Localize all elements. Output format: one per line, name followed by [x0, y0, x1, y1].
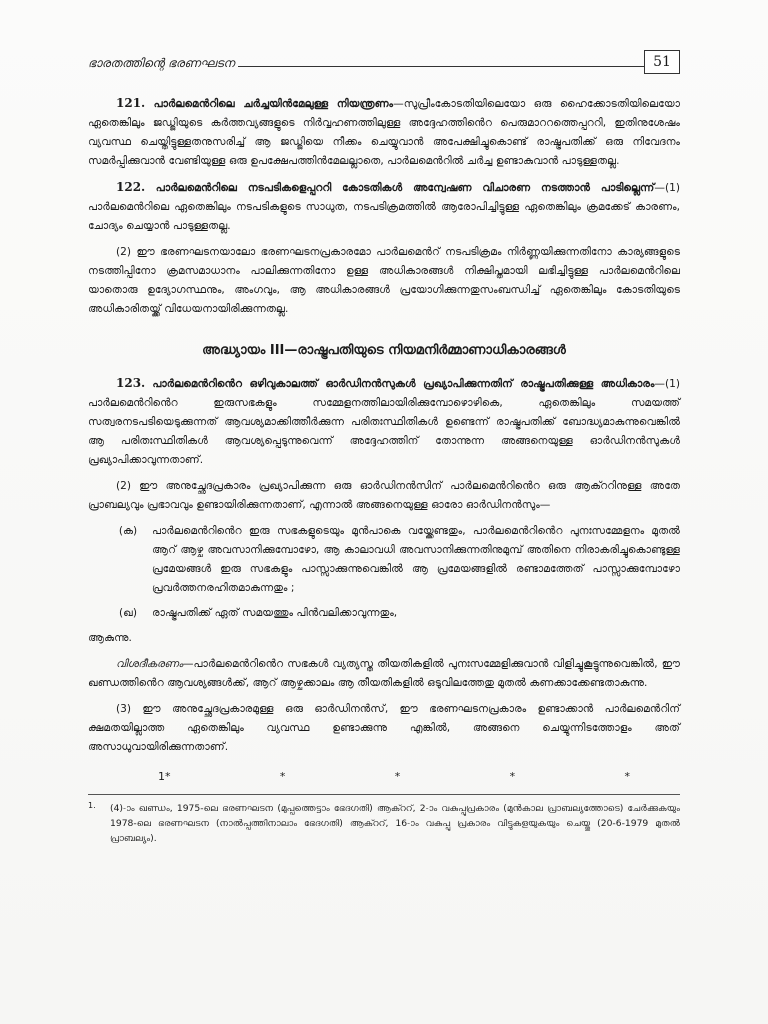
section-heading: പാർലമെൻറിൻെറ ഒഴിവുകാലത്ത് ഓർഡിനൻസുകൾ പ്രഖ്യാപിക്കുന്നതിന് രാഷ്ട്രപതിക്കുള്ള അധികാരം: [152, 378, 655, 390]
section-body: —(1) പാർലമെൻറിലെ ഏതെങ്കിലും നടപടികളുടെ സാധുത, നടപടിക്രമത്തിൽ ആരോപിച്ചിട്ടുള്ള ഏതെങ്കിലും ക്രമക്കേട് കാരണം, ചോദ്യം ചെയ്യാൻ പാടുള്ളതല്ല.: [88, 182, 680, 232]
star-marker: *: [394, 770, 401, 783]
footnote-text: (4)-ാം ഖണ്ഡം, 1975-ലെ ഭരണഘടന (മുപ്പത്തെട്ടാം ഭേദഗതി) ആക്ററ്, 2-ാം വകുപ്പുപ്രകാരം (മുൻകാല പ്രാബല്യത്തോടെ) ചേർക്കുകയും 1978-ലെ ഭരണഘടന (നാൽപ്പത്തിനാലാം ഭേദഗതി) ആക്ററ്, 16-ാം വകുപ്പു പ്രകാരം വിട്ടുകളയുകയും ചെയ്തു (20-6-1979 മുതൽ പ്രാബല്യം).: [110, 803, 680, 844]
footnote-mark: 1.: [88, 801, 96, 810]
section-number: 123.: [116, 376, 146, 390]
section-122-clause-2: (2) ഈ ഭരണഘടനയാലോ ഭരണഘടനപ്രകാരമോ പാർലമെൻറ് നടപടിക്രമം നിർണ്ണയിക്കുന്നതിനോ കാര്യങ്ങളുടെ നടത്തിപ്പിനോ ക്രമസമാധാനം പാലിക്കുന്നതിനോ ഉള്ള അധികാരങ്ങൾ നിക്ഷിപ്തമായി ലഭിച്ചിട്ടുള്ള പാർലമെൻറിലെ യാതൊരു ഉദ്യോഗസ്ഥനും, അംഗവും, ആ അധികാരങ്ങൾ പ്രയോഗിക്കുന്നതുസംബന്ധിച്ച് ഏതെങ്കിലും കോടതിയുടെ അധികാരിതയ്ക്ക് വിധേയനായിരിക്കുന്നതല്ല.: [88, 246, 680, 315]
page-header: [88, 50, 680, 78]
sub-clause-text: രാഷ്ട്രപതിക്ക് ഏത് സമയത്തും പിൻവലിക്കാവുന്നതും,: [152, 607, 398, 619]
section-123: [88, 374, 680, 470]
section-body: —(1) പാർലമെൻറിൻെറ ഇരുസഭകളും സമ്മേളനത്തിലായിരിക്കുമ്പോഴൊഴികെ, ഏതെങ്കിലും സമയത്ത് സത്വരനടപടിയെടുക്കുന്നത് ആവശ്യമാക്കിത്തീർക്കുന്ന പരിതഃസ്ഥിതികൾ ഉണ്ടെന്ന് രാഷ്ട്രപതിക്ക് ബോദ്ധ്യമാകുന്നുവെങ്കിൽ ആ പരിതഃസ്ഥിതികൾ ആവശ്യപ്പെടുന്നുവെന്ന് അദ്ദേഹത്തിന് തോന്നുന്ന അങ്ങനെയുള്ള ഓർഡിനൻസുകൾ പ്രഖ്യാപിക്കാവുന്നതാണ്.: [88, 378, 680, 466]
section-body: —സുപ്രീംകോടതിയിലെയോ ഒരു ഹൈക്കോടതിയിലെയോ ഏതെങ്കിലും ജഡ്ജിയുടെ കർത്തവ്യങ്ങളുടെ നിർവ്വഹണത്തിലുള്ള അദ്ദേഹത്തിൻെറ പെരുമാററത്തെപ്പററി, ഇതിനുശേഷം വ്യവസ്ഥ ചെയ്തിട്ടുള്ളതനുസരിച്ച് ആ ജഡ്ജിയെ നീക്കം ചെയ്യുവാൻ അപേക്ഷിച്ചുകൊണ്ട് രാഷ്ട്രപതിക്ക് ഒരു നിവേദനം സമർപ്പിക്കുവാൻ വേണ്ടിയുള്ള ഒരു ഉപക്ഷേപത്തിൻമേലല്ലാതെ, പാർലമെൻറിൽ ചർച്ച ഉണ്ടാകുവാൻ പാടുള്ളതല്ല.: [88, 98, 681, 167]
sub-clause-label: (ക): [118, 525, 138, 537]
header-rule: [238, 66, 644, 67]
sub-clause-label: (ഖ): [119, 607, 137, 619]
section-121: [88, 94, 680, 171]
section-heading: പാർലമെൻറിലെ ചർച്ചയിൻമേലുള്ള നിയന്ത്രണം: [153, 98, 394, 110]
star-marker: *: [509, 770, 516, 783]
footnote: [88, 801, 680, 846]
explanation-label: വിശദീകരണം: [116, 658, 183, 670]
chapter-title: അദ്ധ്യായം III—രാഷ്ട്രപതിയുടെ നിയമനിർമ്മാണാധികാരങ്ങൾ: [202, 343, 566, 358]
section-123-clause-3: (3) ഈ അനുച്ഛേദപ്രകാരമുള്ള ഒരു ഓർഡിനൻസ്, ഈ ഭരണഘടനപ്രകാരം ഉണ്ടാക്കാൻ പാർലമെൻറിന് ക്ഷമതയില്ലാത്ത ഏതെങ്കിലും വ്യവസ്ഥ ഉണ്ടാക്കുന്നു എങ്കിൽ, അങ്ങനെ ചെയ്യുന്നിടത്തോളം അത് അസാധുവായിരിക്കുന്നതാണ്.: [88, 703, 680, 753]
clause-tail: ആകുന്നു.: [88, 632, 132, 644]
section-number: 121.: [116, 96, 146, 110]
section-heading: പാർലമെൻറിലെ നടപടികളെപ്പററി കോടതികൾ അന്വേഷണ വിചാരണ നടത്താൻ പാടില്ലെന്ന്: [155, 182, 655, 194]
sub-clause-ka: [88, 522, 680, 598]
page-content: [88, 94, 680, 846]
sub-clause-kha: [88, 604, 680, 623]
section-122: [88, 178, 680, 236]
omission-stars: [88, 767, 680, 786]
running-title: ഭാരതത്തിന്റെ ഭരണഘടന: [88, 56, 235, 70]
sub-clause-text: പാർലമെൻറിൻെറ ഇരു സഭകളുടെയും മുൻപാകെ വയ്ക്കേണ്ടതും, പാർലമെൻറിൻെറ പുനഃസമ്മേളനം മുതൽ ആറ് ആഴ്ച അവസാനിക്കുമ്പോഴോ, ആ കാലാവധി അവസാനിക്കുന്നതിനുമുമ്പ് അതിനെ നിരാകരിച്ചുകൊണ്ടുള്ള പ്രമേയങ്ങൾ ഇരു സഭകളും പാസ്സാക്കുന്നുവെങ്കിൽ ആ പ്രമേയങ്ങളിൽ രണ്ടാമത്തേത് പാസ്സാക്കുമ്പോഴോ പ്രവർത്തനരഹിതമാകുന്നതും ;: [152, 525, 680, 594]
section-number: 122.: [116, 180, 146, 194]
section-123-clause-2: (2) ഈ അനുച്ഛേദപ്രകാരം പ്രഖ്യാപിക്കുന്ന ഒരു ഓർഡിനൻസിന് പാർലമെൻറിൻെറ ഒരു ആക്ററിനുള്ള അതേ പ്രാബല്യവും പ്രഭാവവും ഉണ്ടായിരിക്കുന്നതാണ്, എന്നാൽ അങ്ങനെയുള്ള ഓരോ ഓർഡിനൻസും—: [88, 480, 680, 511]
page-number: 51: [644, 50, 680, 74]
explanation-text: —പാർലമെൻറിൻെറ സഭകൾ വ്യത്യസ്ത തീയതികളിൽ പുനഃസമ്മേളിക്കുവാൻ വിളിച്ചുകൂട്ടുന്നുവെങ്കിൽ, ഈ ഖണ്ഡത്തിൻെറ ആവശ്യങ്ങൾക്ക്, ആറ് ആഴ്ചക്കാലം ആ തീയതികളിൽ ഒടുവിലത്തേതു മുതൽ കണക്കാക്കേണ്ടതാകുന്നു.: [88, 658, 680, 689]
star-marker: 1*: [158, 770, 171, 783]
footnote-rule: [88, 794, 680, 795]
explanation: [88, 655, 680, 693]
star-marker: *: [624, 770, 630, 783]
star-marker: *: [279, 770, 286, 783]
